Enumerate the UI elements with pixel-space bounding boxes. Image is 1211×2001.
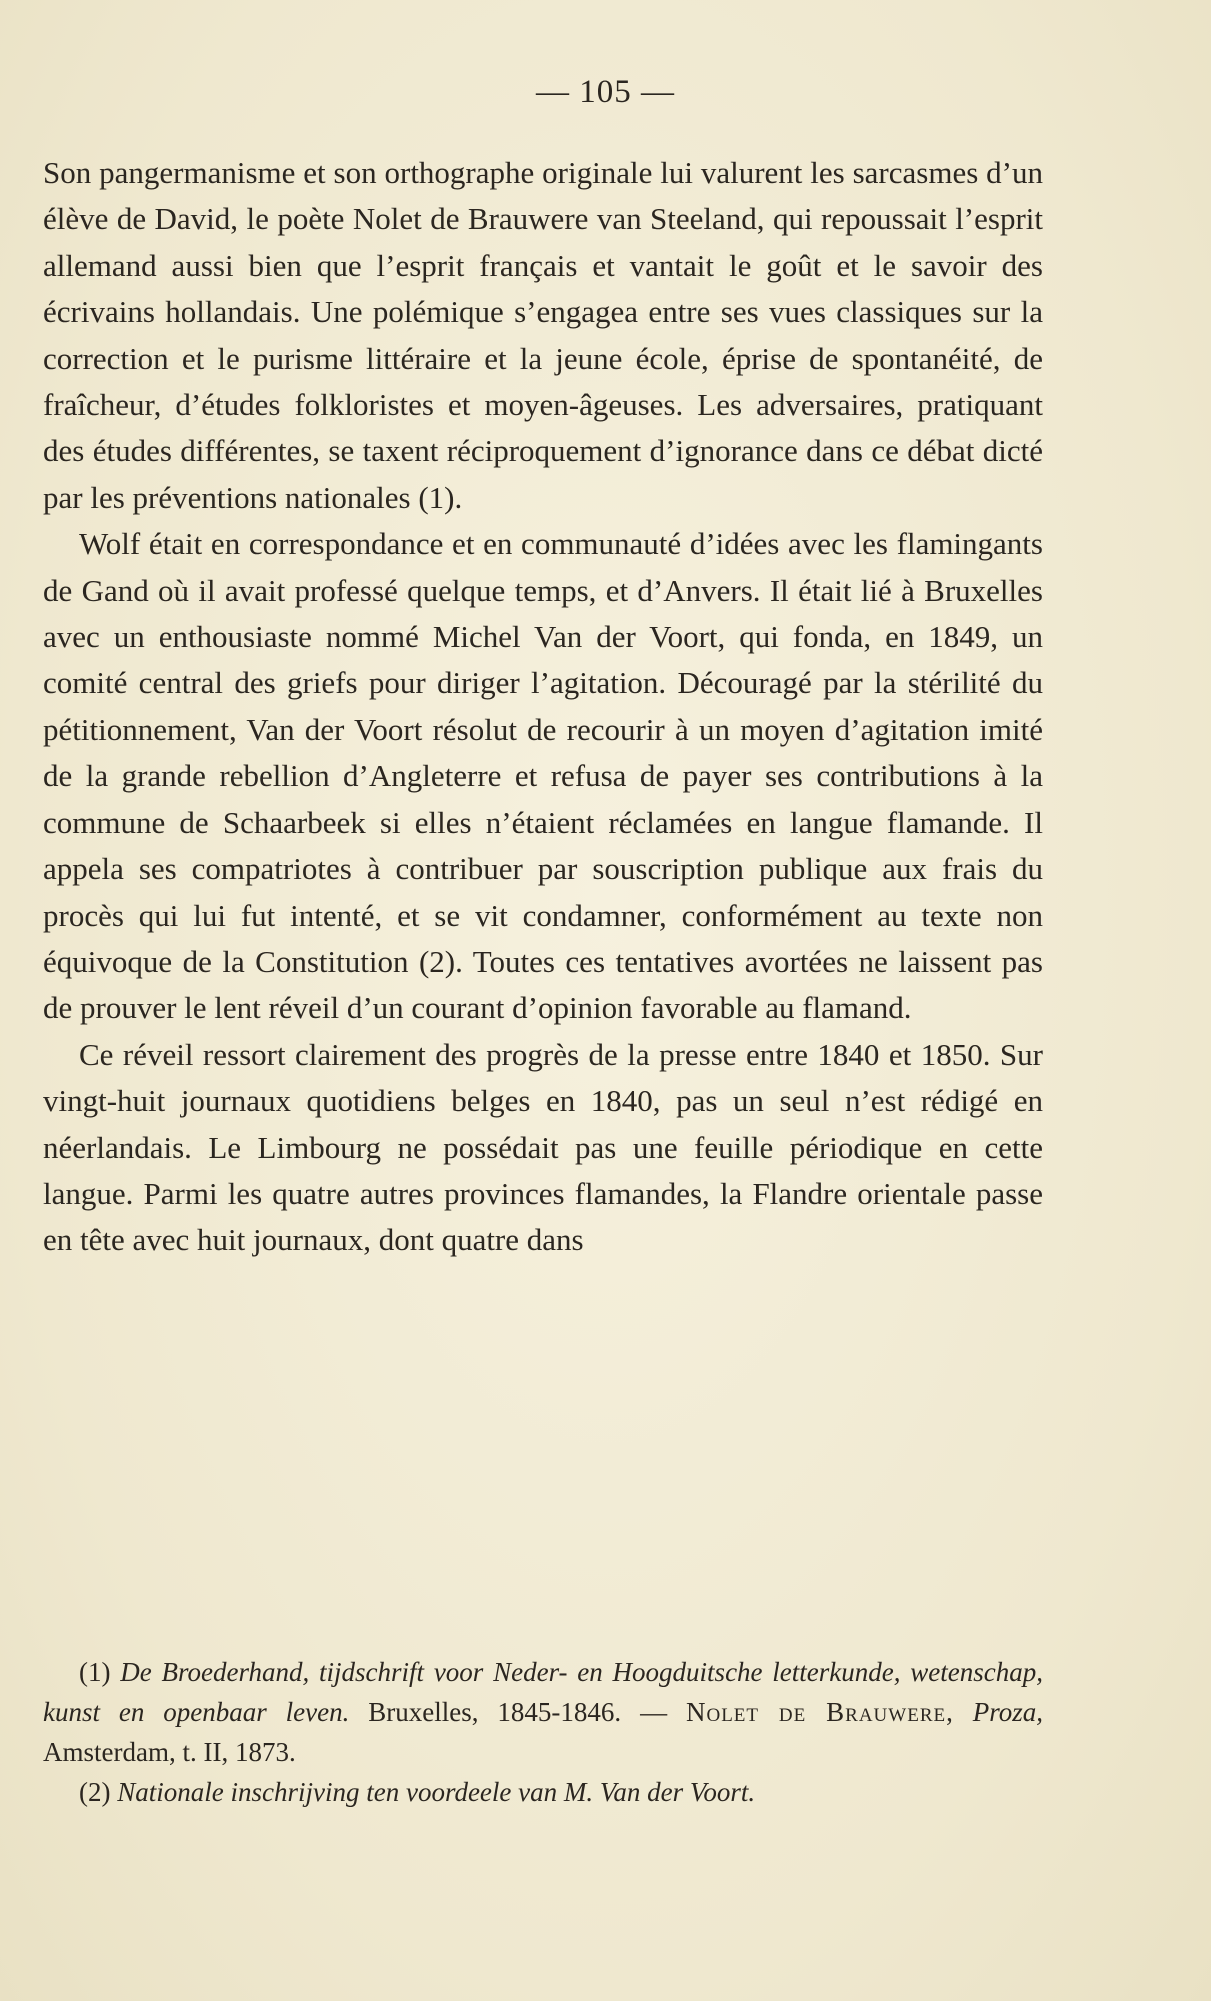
- paragraph: Wolf était en correspondance et en communauté d’idées avec les flamingants de Gand où il avait professé quelque temps, et d’Anvers. Il était lié à Bruxelles avec un enthousiaste nommé Michel Van der Voort, qui fonda, en 1849, un comité central des griefs pour diriger l’agitation. Découragé par la stérilité du pétitionnement, Van der Voort résolut de recourir à un moyen d’agitation imité de la grande rebellion d’Angleterre et refusa de payer ses contributions à la commune de Schaarbeek si elles n’étaient réclamées en langue flamande. Il appela ses compatriotes à contribuer par souscription publique aux frais du procès qui lui fut intenté, et se vit condamner, conformément au texte non équivoque de la Constitution (2). Toutes ces tentatives avortées ne laissent pas de prouver le lent réveil d’un courant d’opinion favorable au flamand.: [43, 526, 1043, 1026]
- footnote-author: Nolet de Brauwere,: [685, 1697, 954, 1727]
- footnote-imprint: Bruxelles, 1845-1846. —: [368, 1697, 668, 1727]
- footnote-title: Nationale inschrijving ten voordeele van M. Van der Voort.: [117, 1777, 756, 1807]
- footnote-rest: Amsterdam, t. II, 1873.: [43, 1737, 296, 1767]
- footnote-marker: (1): [79, 1657, 111, 1687]
- footnote-marker: (2): [79, 1777, 111, 1807]
- footnote-2: [43, 1772, 1043, 1812]
- footnote-work: Proza,: [972, 1697, 1044, 1727]
- body-text: [43, 150, 1043, 1264]
- paragraph: Son pangermanisme et son orthographe originale lui valurent les sarcasmes d’un élève de David, le poète Nolet de Brauwere van Steeland, qui repoussait l’esprit allemand aussi bien que l’esprit français et vantait le goût et le savoir des écrivains hollandais. Une polémique s’engagea entre ses vues classiques sur la correction et le purisme littéraire et la jeune école, éprise de spontanéité, de fraîcheur, d’études folkloristes et moyen-âgeuses. Les adversaires, pratiquant des études différentes, se taxent réciproquement d’ignorance dans ce débat dicté par les préventions nationales (1).: [43, 155, 1043, 515]
- footnote-1: [43, 1652, 1043, 1772]
- page-number: — 105 —: [536, 74, 675, 110]
- footnote-title: De Broederhand, tijdschrift voor Neder- en Hoogduitsche letterkunde, wetenschap, kunst en openbaar leven.: [43, 1657, 1044, 1727]
- paragraph: Ce réveil ressort clairement des progrès de la presse entre 1840 et 1850. Sur vingt-huit journaux quotidiens belges en 1840, pas un seul n’est rédigé en néerlandais. Le Limbourg ne possédait pas une feuille périodique en cette langue. Parmi les quatre autres provinces flamandes, la Flandre orientale passe en tête avec huit journaux, dont quatre dans: [43, 1036, 1043, 1258]
- footnotes: [43, 1652, 1043, 1812]
